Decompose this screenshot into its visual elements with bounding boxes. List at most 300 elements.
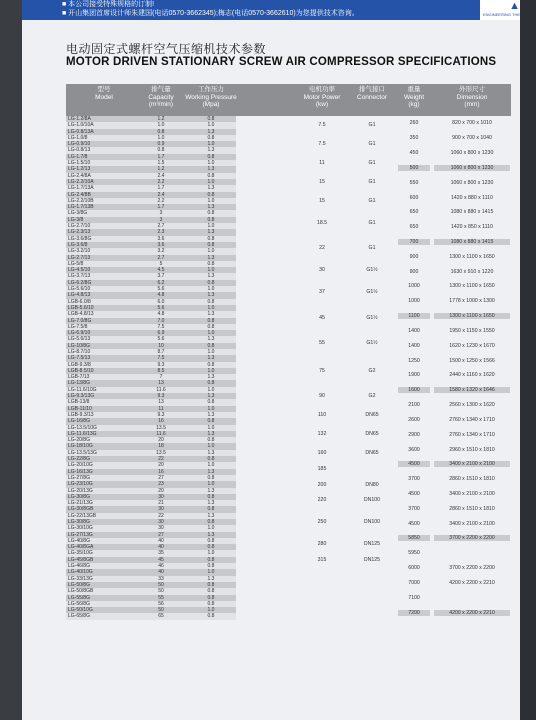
capacity-cell: 6.9 — [157, 330, 165, 337]
model-cell: LG-22/13GB — [68, 512, 97, 519]
weight-cell: 1600 — [398, 387, 430, 393]
model-cell: LG-27/8G — [68, 474, 90, 481]
model-cell: LG-30/8G — [68, 519, 90, 525]
connector-cell: DN125 — [363, 557, 381, 564]
banner-line-1: ■ 本公司接受特殊规格的订制! — [62, 1, 155, 8]
pressure-cell: 1.3 — [207, 311, 215, 318]
model-cell: LG-30/8G — [68, 493, 90, 500]
model-cell: LG-4.8/13 — [68, 292, 91, 299]
capacity-cell: 50 — [158, 588, 164, 595]
pressure-cell: 0.8 — [207, 116, 215, 122]
pressure-cell: 1.0 — [207, 481, 215, 488]
model-cell: LG-3/8G — [68, 210, 88, 217]
connector-cell: G1 — [368, 141, 376, 148]
capacity-cell: 16 — [158, 418, 164, 425]
pressure-cell: 0.8 — [207, 298, 215, 305]
banner-line-2: ■ 开山集团首席设计师朱建国(电话0570-3662345);梅志(电话0570-3662610)为您提供技术咨询。 — [62, 10, 359, 17]
pressure-cell: 0.8 — [207, 519, 215, 525]
capacity-cell: 5 — [159, 260, 163, 267]
connector-cell: G1 — [368, 220, 376, 227]
pressure-cell: 1.0 — [207, 286, 215, 293]
brand-logo — [480, 0, 520, 20]
model-cell: LG-11.6/13G — [68, 430, 97, 437]
capacity-cell: 50 — [158, 581, 164, 588]
motor-power-cell: 37 — [319, 289, 325, 296]
pressure-cell: 1.3 — [207, 512, 215, 519]
capacity-cell: 30 — [158, 525, 164, 532]
model-cell: LGB-9.3/13 — [68, 411, 94, 418]
title-chinese: 电动固定式螺杆空气压缩机技术参数 — [66, 42, 267, 56]
pressure-cell: 1.0 — [207, 330, 215, 337]
model-cell: LG-7.5/13 — [68, 355, 91, 362]
weight-cell: 3700 — [408, 476, 420, 483]
capacity-cell: 10 — [158, 342, 164, 349]
capacity-cell: 0.8 — [157, 128, 165, 135]
pressure-cell: 1.0 — [207, 367, 215, 374]
model-cell: LG-2.7/10 — [68, 223, 91, 230]
capacity-cell: 5.6 — [157, 304, 165, 311]
capacity-cell: 22 — [158, 512, 164, 519]
connector-cell: G2 — [368, 368, 376, 375]
motor-power-cell: 7.5 — [318, 122, 326, 129]
weight-cell: 1400 — [408, 327, 420, 334]
connector-cell: G1 — [368, 179, 376, 186]
capacity-cell: 1.2 — [157, 166, 165, 173]
weight-cell: 5950 — [408, 550, 420, 557]
connector-cell: G1 — [368, 198, 376, 205]
pressure-cell: 1.0 — [207, 248, 215, 255]
model-cell: LGB-7/13 — [68, 374, 90, 381]
capacity-cell: 56 — [158, 600, 164, 607]
pressure-cell: 0.8 — [207, 506, 215, 513]
capacity-cell: 0.9 — [157, 141, 165, 148]
dimension-cell: 2440 x 1160 x 1620 — [449, 372, 495, 379]
capacity-cell: 3.7 — [157, 273, 165, 280]
model-cell: LGB-11/10 — [68, 405, 92, 412]
model-cell: LG-2.2/10B — [68, 197, 94, 204]
capacity-cell: 1.7 — [157, 185, 165, 192]
page-edge — [520, 0, 536, 720]
contact-banner — [22, 0, 520, 20]
weight-cell: 2600 — [408, 416, 420, 423]
pressure-cell: 1.0 — [207, 386, 215, 393]
pressure-cell: 0.8 — [207, 613, 215, 620]
dimension-cell: 1420 x 850 x 1110 — [451, 224, 493, 231]
capacity-cell: 8.7 — [157, 348, 165, 355]
model-cell: LG-30/10G — [68, 525, 93, 532]
capacity-cell: 2.2 — [157, 178, 165, 185]
pressure-cell: 0.8 — [207, 399, 215, 406]
logo-subtext: ENGINEERING THE — [482, 12, 520, 17]
weight-cell: 450 — [409, 150, 419, 157]
model-cell: LG-40/10G — [68, 569, 93, 576]
logo-mark-icon: ▲ — [509, 0, 520, 12]
capacity-cell: 33 — [158, 575, 164, 582]
model-cell: LG-0.8/13 — [68, 147, 91, 154]
pressure-cell: 0.8 — [207, 594, 215, 601]
pressure-cell: 0.8 — [207, 134, 215, 141]
weight-cell: 1000 — [408, 298, 420, 305]
capacity-cell: 20 — [158, 437, 164, 444]
model-cell: LG-0.8/13A — [68, 128, 94, 135]
spec-table-body — [66, 116, 511, 620]
capacity-cell: 3.6 — [157, 235, 165, 242]
capacity-cell: 20 — [158, 487, 164, 494]
connector-cell: DN80 — [365, 481, 379, 488]
model-cell: LG-1.7/8 — [68, 153, 88, 160]
model-cell: LG-6.9/10 — [68, 330, 91, 337]
capacity-cell: 9.3 — [157, 411, 165, 418]
pressure-cell: 1.3 — [207, 430, 215, 437]
capacity-cell: 21 — [158, 500, 164, 507]
header-capacity: 排气量 Capacity (m³/min) — [148, 86, 174, 108]
model-cell: LG-3.6/8 — [68, 241, 88, 248]
model-cell: LG-50/10G — [68, 607, 93, 614]
capacity-cell: 13 — [158, 399, 164, 406]
header-dimension: 外形尺寸 Dimension (mm) — [456, 86, 488, 108]
dimension-cell: 1060 x 800 x 1230 — [434, 165, 510, 171]
pressure-cell: 1.0 — [207, 443, 215, 450]
pressure-cell: 0.8 — [207, 235, 215, 242]
weight-cell: 6000 — [408, 565, 420, 572]
pressure-cell: 1.0 — [207, 348, 215, 355]
weight-cell: 260 — [409, 120, 419, 127]
dimension-cell: 2860 x 1510 x 1810 — [449, 505, 495, 512]
model-cell: LG-13/8G — [68, 380, 90, 387]
pressure-cell: 1.3 — [207, 185, 215, 192]
model-cell: LGB-5.6/10 — [68, 304, 94, 311]
motor-power-cell: 75 — [319, 368, 325, 375]
weight-cell: 4500 — [398, 461, 430, 467]
dimension-cell: 2760 x 1340 x 1710 — [449, 431, 495, 438]
capacity-cell: 11.6 — [156, 386, 166, 393]
model-cell: LG-5.6/13 — [68, 336, 91, 343]
pressure-cell: 0.8 — [207, 153, 215, 160]
connector-cell: G1 — [368, 245, 376, 252]
spec-sheet-page — [22, 0, 520, 720]
capacity-cell: 46 — [158, 563, 164, 570]
model-cell: LG-21/13G — [68, 500, 93, 507]
capacity-cell: 30 — [158, 519, 164, 525]
model-cell: LGB-4.8/13 — [68, 311, 94, 318]
dimension-cell: 1500 x 1250 x 1566 — [449, 357, 495, 364]
motor-power-cell: 45 — [319, 314, 325, 321]
dimension-cell: 4200 x 2200 x 2210 — [449, 579, 495, 586]
weight-cell: 7200 — [398, 610, 430, 616]
motor-power-cell: 18.5 — [316, 220, 328, 227]
model-cell: LG-1.0/10A — [68, 122, 94, 129]
capacity-cell: 50 — [158, 607, 164, 614]
capacity-cell: 16 — [158, 468, 164, 475]
pressure-cell: 1.3 — [207, 487, 215, 494]
pressure-cell: 1.3 — [207, 355, 215, 362]
header-weight: 重量 Weight (kg) — [403, 86, 425, 108]
capacity-cell: 65 — [158, 613, 164, 620]
weight-cell: 1900 — [408, 372, 420, 379]
dimension-cell: 1630 x 910 x 1220 — [450, 268, 494, 275]
model-cell: LG-22/8G — [68, 456, 90, 463]
pressure-cell: 0.8 — [207, 191, 215, 198]
connector-cell: G1½ — [366, 289, 378, 296]
weight-cell: 650 — [409, 209, 419, 216]
model-cell: LG-33/13G — [68, 575, 93, 582]
weight-cell: 2100 — [408, 402, 420, 409]
pressure-cell: 0.8 — [207, 216, 215, 223]
model-cell: LG-18/10G — [68, 443, 93, 450]
weight-cell: 3700 — [408, 505, 420, 512]
model-cell: LG-8.7/10 — [68, 348, 91, 355]
dimension-cell: 3700 x 2200 x 2200 — [449, 565, 495, 572]
weight-cell: 900 — [409, 268, 419, 275]
pressure-cell: 1.3 — [207, 449, 215, 456]
model-cell: LG-5.6/10 — [68, 286, 91, 293]
capacity-cell: 27 — [158, 474, 164, 481]
capacity-cell: 1.0 — [157, 134, 165, 141]
pressure-cell: 0.8 — [207, 418, 215, 425]
weight-cell: 4500 — [408, 491, 420, 497]
motor-power-cell: 132 — [317, 431, 327, 438]
pressure-cell: 1.3 — [207, 273, 215, 280]
connector-cell: DN100 — [363, 519, 381, 526]
model-cell: LG-2.4/8B — [68, 191, 91, 198]
capacity-cell: 18 — [158, 443, 164, 450]
weight-cell: 7000 — [408, 579, 420, 586]
model-cell: LG-56/8G — [68, 600, 90, 607]
capacity-cell: 40 — [158, 544, 164, 551]
weight-cell: 1100 — [398, 313, 430, 319]
model-cell: LGB-6.0/8 — [68, 298, 91, 305]
model-cell: LG-20/8G — [68, 437, 90, 444]
motor-power-cell: 200 — [317, 481, 327, 488]
connector-cell: G1 — [368, 160, 376, 167]
motor-power-cell: 7.5 — [318, 141, 326, 148]
capacity-cell: 27 — [158, 531, 164, 538]
capacity-cell: 6.2 — [157, 279, 165, 286]
model-cell: LG-1.7/13B — [68, 204, 94, 211]
capacity-cell: 35 — [158, 550, 164, 557]
title-english: MOTOR DRIVEN STATIONARY SCREW AIR COMPRESSOR SPECIFICATIONS — [66, 56, 497, 68]
weight-cell: 1250 — [408, 357, 420, 364]
capacity-cell: 5.6 — [157, 336, 165, 343]
model-cell: LG-50/8G — [68, 581, 90, 588]
motor-power-cell: 315 — [317, 557, 327, 564]
model-cell: LG-3.2/10 — [68, 248, 91, 255]
weight-cell: 650 — [409, 224, 419, 231]
model-cell: LG-5/8 — [68, 260, 84, 267]
model-cell: LG-10/8G — [68, 342, 90, 349]
model-cell: LG-20/13G — [68, 487, 93, 494]
model-cell: LG-20/10G — [68, 462, 93, 469]
weight-cell: 7100 — [408, 594, 420, 601]
capacity-cell: 1.0 — [157, 122, 165, 129]
model-cell: LG-40/8GA — [68, 544, 94, 551]
motor-power-cell: 185 — [317, 465, 327, 472]
model-cell: LG-13.5/13G — [68, 449, 97, 456]
dimension-cell: 1620 x 1230 x 1670 — [449, 342, 495, 349]
model-cell: LG-1.2/13 — [68, 166, 91, 173]
pressure-cell: 0.8 — [207, 317, 215, 324]
pressure-cell: 0.8 — [207, 544, 215, 551]
dimension-cell: 3400 x 2100 x 2100 — [434, 461, 510, 467]
weight-cell: 1000 — [408, 283, 420, 290]
capacity-cell: 2.3 — [157, 229, 165, 236]
weight-cell: 4500 — [408, 520, 420, 527]
motor-power-cell: 22 — [319, 245, 325, 252]
connector-cell: DN65 — [365, 431, 379, 438]
pressure-cell: 1.0 — [207, 267, 215, 274]
capacity-cell: 23 — [158, 481, 164, 488]
connector-cell: G1 — [368, 122, 376, 129]
model-cell: LG-1.5/10 — [68, 160, 91, 167]
weight-cell: 1400 — [408, 342, 420, 349]
dimension-cell: 1080 x 880 x 1415 — [434, 239, 510, 245]
weight-cell: 500 — [398, 165, 430, 171]
dimension-cell: 1060 x 800 x 1230 — [450, 150, 494, 157]
capacity-cell: 1.5 — [157, 160, 165, 167]
pressure-cell: 1.0 — [207, 141, 215, 148]
model-cell: LG-45/8GB — [68, 556, 94, 563]
connector-cell: DN65 — [365, 412, 379, 419]
weight-cell: 900 — [409, 253, 419, 260]
pressure-cell: 0.8 — [207, 241, 215, 248]
motor-power-cell: 15 — [319, 179, 325, 186]
motor-power-cell: 220 — [317, 497, 327, 504]
dimension-cell: 1300 x 1100 x 1650 — [449, 283, 495, 290]
capacity-cell: 30 — [158, 506, 164, 513]
dimension-cell: 2560 x 1300 x 1620 — [449, 402, 495, 409]
motor-power-cell: 110 — [317, 412, 327, 419]
model-cell: LGB-9.3/8 — [68, 361, 91, 368]
dimension-cell: 1080 x 880 x 1415 — [450, 209, 494, 216]
pressure-cell: 1.0 — [207, 160, 215, 167]
capacity-cell: 1.2 — [157, 116, 165, 122]
capacity-cell: 2.7 — [157, 254, 165, 261]
model-cell: LG-2.7/13 — [68, 254, 91, 261]
dimension-cell: 1580 x 1320 x 1646 — [434, 387, 510, 393]
header-pressure: 工作压力 Working Pressure (Mpa) — [185, 86, 237, 108]
pressure-cell: 0.8 — [207, 556, 215, 563]
pressure-cell: 0.8 — [207, 474, 215, 481]
capacity-cell: 30 — [158, 493, 164, 500]
pressure-cell: 1.3 — [207, 374, 215, 381]
motor-power-cell: 90 — [319, 393, 325, 400]
dimension-cell: 3700 x 2200 x 2200 — [434, 535, 510, 541]
pressure-cell: 1.0 — [207, 607, 215, 614]
pressure-cell: 0.8 — [207, 361, 215, 368]
capacity-cell: 4.5 — [157, 267, 165, 274]
pressure-cell: 0.8 — [207, 260, 215, 267]
model-cell: LG-0.9/10 — [68, 141, 91, 148]
pressure-cell: 0.8 — [207, 172, 215, 179]
pressure-cell: 1.3 — [207, 531, 215, 538]
pressure-cell: 1.0 — [207, 122, 215, 129]
dimension-cell: 900 x 700 x 1040 — [452, 135, 492, 142]
motor-power-cell: 11 — [319, 160, 325, 167]
capacity-cell: 7.0 — [157, 317, 165, 324]
model-cell: LG-6.2/8G — [68, 279, 92, 286]
capacity-cell: 13.5 — [156, 424, 166, 431]
pressure-cell: 0.8 — [207, 279, 215, 286]
model-cell: LGB-13/8 — [68, 399, 90, 406]
capacity-cell: 45 — [158, 556, 164, 563]
model-cell: LG-7.5/8 — [68, 323, 88, 330]
capacity-cell: 7.5 — [157, 323, 165, 330]
model-cell: LG-7.0/8G — [68, 317, 92, 324]
model-cell: LG-2.4/8A — [68, 172, 91, 179]
model-cell: LG-65/8G — [68, 613, 90, 620]
model-cell: LG-1.2/8A — [68, 116, 91, 122]
capacity-cell: 7 — [159, 374, 163, 381]
capacity-cell: 55 — [158, 594, 164, 601]
capacity-cell: 2.2 — [157, 197, 165, 204]
pressure-cell: 0.8 — [207, 563, 215, 570]
pressure-cell: 1.3 — [207, 468, 215, 475]
pressure-cell: 1.0 — [207, 569, 215, 576]
dimension-cell: 4200 x 2200 x 2210 — [434, 610, 510, 616]
pressure-cell: 1.3 — [207, 229, 215, 236]
header-power: 电机功率 Motor Power (kw) — [303, 86, 341, 108]
connector-cell: DN125 — [363, 541, 381, 548]
weight-cell: 350 — [409, 135, 419, 142]
pressure-cell: 1.0 — [207, 304, 215, 311]
model-cell: LG-2.3/13 — [68, 229, 91, 236]
model-cell: LG-2.2/10A — [68, 178, 94, 185]
model-cell: LG-50/8GB — [68, 588, 94, 595]
capacity-cell: 5.6 — [157, 286, 165, 293]
capacity-cell: 7.5 — [157, 355, 165, 362]
capacity-cell: 4.8 — [157, 292, 165, 299]
capacity-cell: 11 — [158, 405, 164, 412]
dimension-cell: 2860 x 1510 x 1810 — [449, 476, 495, 483]
motor-power-cell: 15 — [319, 198, 325, 205]
capacity-cell: 13 — [158, 380, 164, 387]
pressure-cell: 0.8 — [207, 456, 215, 463]
model-cell: LG-46/8G — [68, 563, 90, 570]
model-cell: LG-16/13G — [68, 468, 93, 475]
pressure-cell: 1.0 — [207, 223, 215, 230]
header-connector: 排气接口 Connector — [357, 86, 387, 101]
pressure-cell: 1.0 — [207, 525, 215, 532]
dimension-cell: 3400 x 2100 x 2100 — [449, 491, 495, 497]
capacity-cell: 1.7 — [157, 153, 165, 160]
model-cell: LGB-8.5/10 — [68, 367, 94, 374]
dimension-cell: 1950 x 1150 x 1550 — [449, 327, 495, 334]
pressure-cell: 0.8 — [207, 588, 215, 595]
dimension-cell: 1778 x 1000 x 1300 — [449, 298, 495, 305]
pressure-cell: 1.0 — [207, 550, 215, 557]
model-cell: LG-35/10G — [68, 550, 93, 557]
capacity-cell: 6.0 — [157, 298, 165, 305]
capacity-cell: 3 — [159, 210, 163, 217]
capacity-cell: 2.4 — [157, 172, 165, 179]
weight-cell: 2900 — [408, 431, 420, 438]
weight-cell: 5850 — [398, 535, 430, 541]
model-cell: LG-4.5/10 — [68, 267, 91, 274]
dimension-cell: 2960 x 1510 x 1810 — [449, 446, 495, 453]
pressure-cell: 1.0 — [207, 178, 215, 185]
capacity-cell: 11.6 — [156, 430, 166, 437]
weight-cell: 550 — [409, 179, 419, 186]
pressure-cell: 1.0 — [207, 462, 215, 469]
pressure-cell: 1.3 — [207, 204, 215, 211]
pressure-cell: 0.8 — [207, 437, 215, 444]
motor-power-cell: 250 — [317, 519, 327, 526]
pressure-cell: 0.8 — [207, 323, 215, 330]
capacity-cell: 2.7 — [157, 223, 165, 230]
capacity-cell: 1.7 — [157, 204, 165, 211]
model-cell: LG-3/8 — [68, 216, 84, 223]
model-cell: LG-3.7/13 — [68, 273, 91, 280]
